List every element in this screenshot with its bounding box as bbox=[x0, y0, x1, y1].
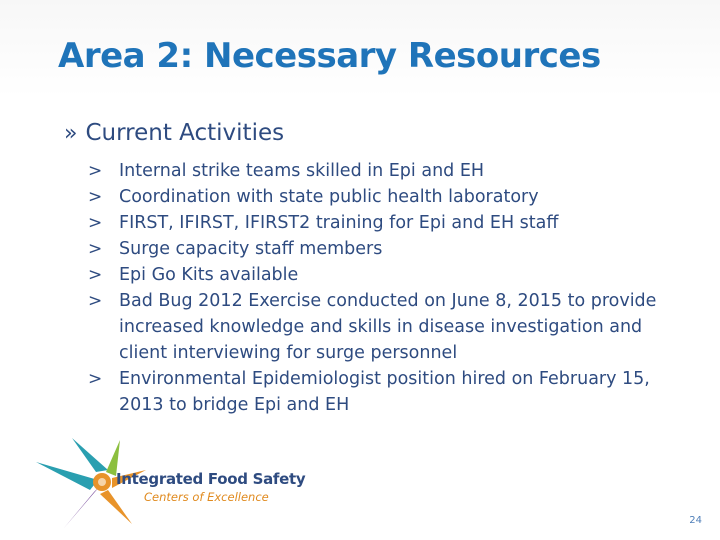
list-item bbox=[88, 236, 688, 262]
double-chevron-icon: » bbox=[64, 121, 78, 146]
list-item-text: Environmental Epidemiologist position hired on February 15, 2013 to bridge Epi and EH bbox=[119, 369, 650, 415]
chevron-right-icon: > bbox=[88, 161, 103, 181]
chevron-right-icon: > bbox=[88, 239, 103, 259]
list-item bbox=[88, 210, 688, 236]
list-item-text: Epi Go Kits available bbox=[119, 265, 299, 285]
page-number: 24 bbox=[689, 515, 702, 526]
list-item bbox=[88, 262, 688, 288]
main-bullet-label: Current Activities bbox=[85, 120, 285, 146]
chevron-right-icon: > bbox=[88, 265, 103, 285]
slide-title: Area 2: Necessary Resources bbox=[58, 36, 601, 76]
logo-tagline: Centers of Excellence bbox=[144, 490, 269, 504]
list-item-text: Bad Bug 2012 Exercise conducted on June 8, 2015 to provide increased knowledge and skills in disease investigation and client interviewing for surge personnel bbox=[119, 291, 657, 363]
main-bullet bbox=[64, 120, 284, 146]
chevron-right-icon: > bbox=[88, 187, 103, 207]
chevron-right-icon: > bbox=[88, 291, 103, 311]
list-item bbox=[88, 366, 688, 418]
chevron-right-icon: > bbox=[88, 369, 103, 389]
list-item-text: Coordination with state public health laboratory bbox=[119, 187, 539, 207]
logo-name: Integrated Food Safety bbox=[116, 470, 306, 488]
list-item bbox=[88, 288, 688, 366]
list-item-text: FIRST, IFIRST, IFIRST2 training for Epi and EH staff bbox=[119, 213, 559, 233]
list-item bbox=[88, 158, 688, 184]
list-item bbox=[88, 184, 688, 210]
list-item-text: Surge capacity staff members bbox=[119, 239, 383, 259]
chevron-right-icon: > bbox=[88, 213, 103, 233]
list-item-text: Internal strike teams skilled in Epi and EH bbox=[119, 161, 485, 181]
sub-bullet-list bbox=[88, 158, 688, 418]
